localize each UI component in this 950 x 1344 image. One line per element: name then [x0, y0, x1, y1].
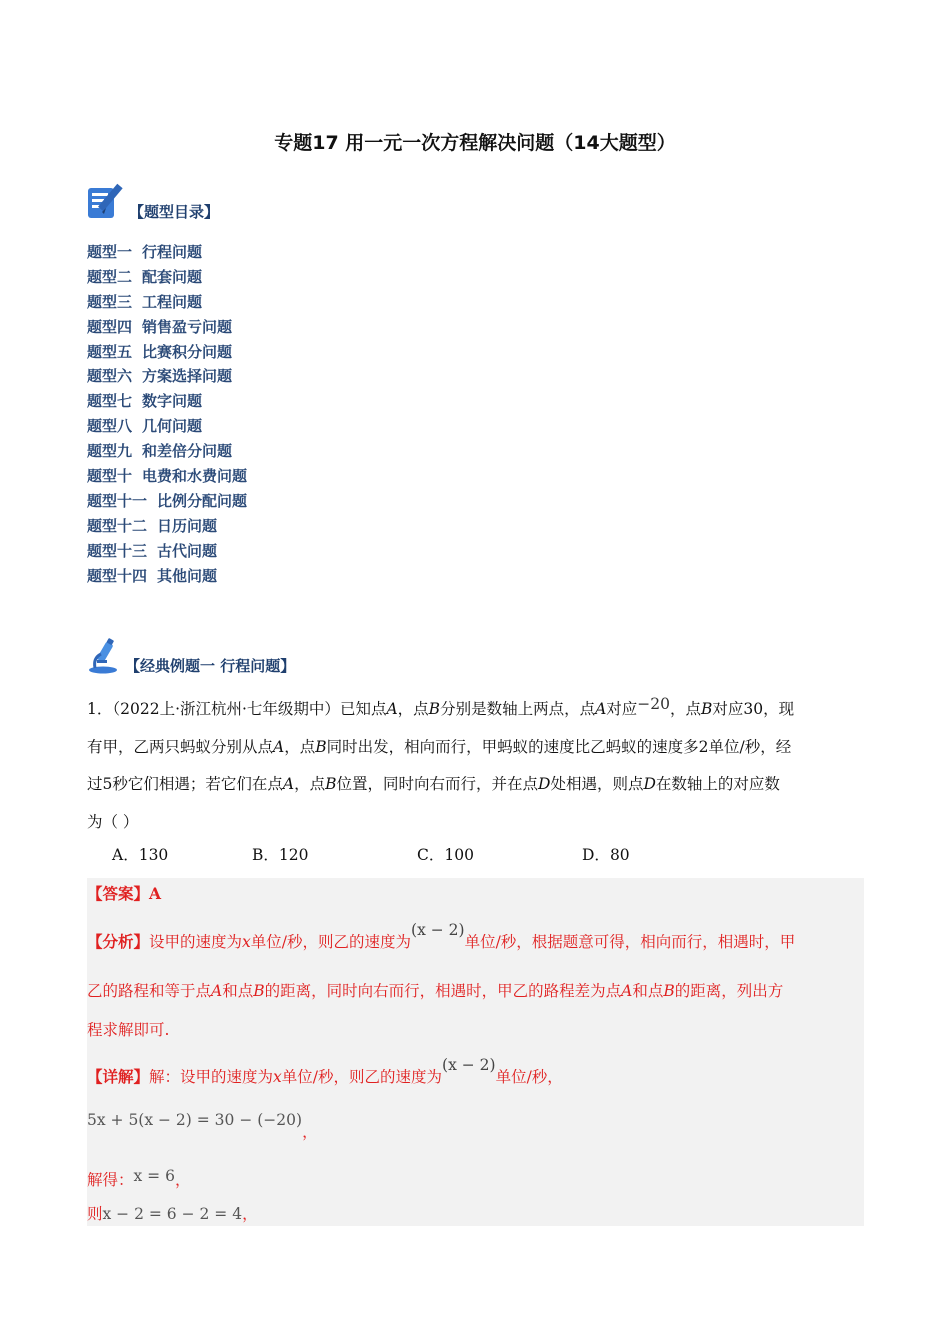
option-c[interactable]: C．100	[417, 846, 474, 864]
notepad-pencil-icon	[87, 182, 127, 224]
analysis-line: 【分析】设甲的速度为x单位/秒，则乙的速度为(x − 2)单位/秒，根据题意可得，相向而行，相遇时，甲	[87, 921, 796, 951]
toc-item[interactable]: 题型十二 日历问题	[87, 516, 218, 535]
analysis-line: 程求解即可.	[87, 1021, 170, 1039]
toc-item[interactable]: 题型十三 古代问题	[87, 541, 218, 560]
toc-item[interactable]: 题型十 电费和水费问题	[87, 467, 248, 486]
page-title: 专题17 用一元一次方程解决问题（14大题型）	[274, 132, 676, 154]
question-line: 1．（2022上·浙江杭州·七年级期中）已知点A，点B分别是数轴上两点，点A对应−20，点B对应30，现	[87, 695, 795, 718]
toc-item[interactable]: 题型七 数字问题	[87, 392, 203, 411]
option-d[interactable]: D．80	[582, 846, 630, 864]
toc-header	[87, 182, 219, 224]
option-a[interactable]: A．130	[112, 846, 169, 864]
example-header	[87, 638, 295, 678]
solve-line: 解得：x = 6，	[87, 1167, 191, 1189]
toc-item[interactable]: 题型十四 其他问题	[87, 566, 218, 585]
toc-item[interactable]: 题型三 工程问题	[87, 292, 203, 311]
solution-box	[87, 878, 864, 1226]
toc-item[interactable]: 题型一 行程问题	[87, 243, 203, 261]
answer-line: 【答案】A	[87, 884, 162, 903]
analysis-line: 乙的路程和等于点A和点B的距离，同时向右而行，相遇时，甲乙的路程差为点A和点B的距离，列出方	[87, 982, 784, 1000]
example-header-label: 【经典例题一 行程问题】	[125, 657, 296, 675]
microscope-icon	[87, 638, 123, 678]
question-line: 过5秒它们相遇；若它们在点A，点B位置，同时向右而行，并在点D处相遇，则点D在数轴上的对应数	[87, 775, 780, 793]
toc-item[interactable]: 题型二 配套问题	[87, 267, 203, 286]
toc-item[interactable]: 题型十一 比例分配问题	[87, 491, 248, 510]
detail-line: 【详解】解：设甲的速度为x单位/秒，则乙的速度为(x − 2)单位/秒，	[87, 1056, 563, 1086]
equation-line: 5x + 5(x − 2) = 30 − (−20)，	[87, 1111, 318, 1141]
toc-item[interactable]: 题型六 方案选择问题	[87, 367, 233, 386]
toc-item[interactable]: 题型五 比赛积分问题	[87, 342, 233, 361]
question-line: 为（ ）	[87, 812, 139, 831]
then-line: 则x − 2 = 6 − 2 = 4，	[87, 1205, 258, 1223]
toc-header-label: 【题型目录】	[129, 203, 220, 221]
toc-item[interactable]: 题型九 和差倍分问题	[87, 442, 233, 461]
option-b[interactable]: B．120	[252, 846, 309, 864]
toc-item[interactable]: 题型四 销售盈亏问题	[87, 317, 233, 336]
toc-list	[87, 240, 247, 588]
question-text	[87, 691, 862, 841]
toc-item[interactable]: 题型八 几何问题	[87, 417, 203, 436]
question-line: 有甲，乙两只蚂蚁分别从点A，点B同时出发，相向而行，甲蚂蚁的速度比乙蚂蚁的速度多2单位/秒，经	[87, 737, 792, 756]
